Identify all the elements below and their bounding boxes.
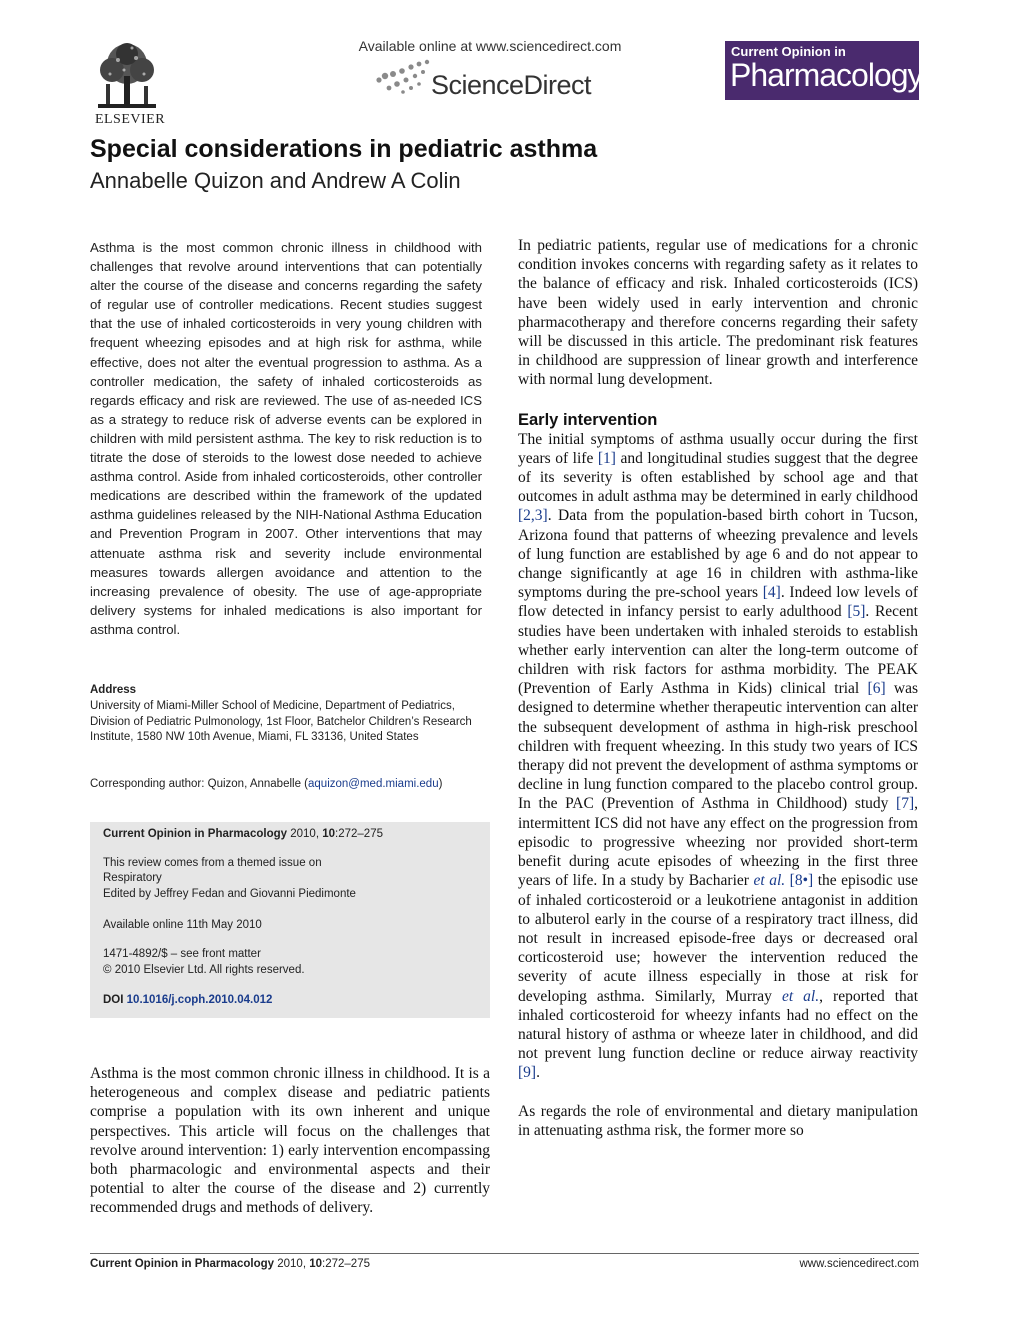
et-al-text: et al. [781,987,820,1005]
text-run: The initial symptoms of asthma usually occur during the first years of life [518,430,918,467]
article-authors: Annabelle Quizon and Andrew A Colin [90,168,461,193]
text-run: , reported that inhaled corticosteroid for wheezy infants had no effect on the natural history of asthma or wheeze later in childhood, and did not prevent lung function decline or reduce airway reactivity [518,987,918,1063]
info-year: 2010, [290,828,320,840]
footer-pages: :272–275 [322,1258,370,1270]
text-run: the episodic use of inhaled corticosteroid or a leukotriene antagonist in addition to albuterol early in the course of a respiratory tract illness, did not result in increased episode-free days or decreased oral corticosteroid use; however the intervention reduced the severity of acute illness especially in those at risk for developing asthma. Similarly, Murray [518,872,919,1005]
info-journal: Current Opinion in Pharmacology [103,828,288,840]
elsevier-logo [90,40,170,128]
text-run: , intermittent ICS did not have any effect on the progression from episodic to progressive wheezing nor provided short-term benefit during acute episodes of wheezing in the first three years of life. In a study by Bacharier [518,795,918,890]
text-run: . Recent studies have been undertaken with inhaled steroids to establish whether early intervention can alter the long-term outcome of children with risk factors for asthma morbidity. The PEAK (Prevention of Early Asthma in Kids) clinical trial [518,603,918,698]
reference-link[interactable]: [8•] [789,872,814,890]
journal-badge [725,41,923,100]
info-issn: 1471-4892/$ – see front matter [103,948,261,960]
text-run: . Data from the population-based birth cohort in Tucson, Arizona found that patterns of wheezing prevalence and levels of lung function are established by age 6 and do not appear to change significantly at age 16 in children with asthma-like symptoms during the pre-school years [518,507,918,602]
text-run: and longitudinal studies suggest that the degree of its severity is often established by school age and that outcomes in adult asthma may be determined in early childhood [518,449,918,506]
early-intervention-paragraph [518,430,918,1083]
footer-rule [90,1253,919,1254]
info-themed-issue: This review comes from a themed issue on [103,857,322,869]
text-run: was designed to determine whether therapeutic intervention can alter the subsequent development of asthma in high-risk preschool children with frequent wheezing. In this study two years of ICS therapy did not prevent the development of asthma symptoms or decline in lung function compared to the placebo control group. In the PAC (Prevention of Asthma in Childhood) study [518,680,919,813]
corresponding-suffix: ) [438,778,443,790]
available-online-text: Available online at www.sciencedirect.com [358,38,622,54]
journal-badge-name: Pharmacology [730,57,923,93]
doi-link[interactable]: 10.1016/j.coph.2010.04.012 [126,994,273,1006]
reference-link[interactable]: [4] [762,584,781,602]
doi-label: DOI [103,994,124,1006]
address-text: University of Miami-Miller School of Medicine, Department of Pediatrics, Division of Pediatric Pulmonology, 1st Floor, Batchelor Children’s Research Institute, 1580 NW 10th Avenue, Miami, FL 33136, United States [90,700,472,743]
sciencedirect-wordmark: ScienceDirect [431,70,592,100]
copyright-icon: © [103,964,112,976]
right-intro-paragraph: In pediatric patients, regular use of medications for a chronic condition invokes concerns with regarding safety as it relates to the balance of efficacy and risk. Inhaled corticosteroids (ICS) have been widely used in early intervention and chronic pharmacotherapy and therefore concerns regarding their safety will be discussed in this article. The predominant risk features in childhood are suppression of linear growth and interference with normal lung development. [518,237,918,389]
text-run: . [536,1064,540,1082]
right-column [518,236,918,1140]
corresponding-prefix: Corresponding author: Quizon, Annabelle ( [90,778,309,790]
section-heading-early-intervention: Early intervention [518,410,658,429]
info-doi [103,994,272,1006]
info-editors: Edited by Jeffrey Fedan and Giovanni Piedimonte [103,888,356,900]
et-al-text: et al. [753,872,786,890]
address-heading: Address [90,684,137,696]
info-pages: :272–275 [335,828,383,840]
reference-link[interactable]: [6] [867,680,886,698]
info-available-online: Available online 11th May 2010 [103,919,262,931]
footer-journal: Current Opinion in Pharmacology [90,1258,275,1270]
footer-volume: 10 [309,1258,323,1270]
info-copyright [103,964,305,976]
info-citation [103,828,383,840]
reference-link[interactable]: [7] [896,795,915,813]
article-title: Special considerations in pediatric asthma [90,135,598,163]
text-run: . Indeed low levels of flow detected in infancy persist to early adulthood [518,584,918,621]
journal-badge-top: Current Opinion in [731,44,846,59]
sciencedirect-logo[interactable] [375,58,615,104]
footer-year: 2010, [277,1258,307,1270]
footer-citation [90,1258,370,1270]
article-info-box [90,822,490,1018]
intro-paragraph: Asthma is the most common chronic illness in childhood. It is a heterogeneous and complex disease and pediatric patients comprise a population with its own inherent and unique perspectives. This article will focus on the challenges that revolve around intervention: 1) early intervention encompassing both pharmacologic and environmental aspects and their potential to alter the course of the disease and 2) currently recommended drugs and methods of delivery. [90,1065,490,1217]
reference-link[interactable]: [1] [597,449,616,467]
reference-link[interactable]: [2,3] [518,507,548,525]
elsevier-tree-icon [92,40,162,112]
footer-url-link[interactable]: www.sciencedirect.com [799,1258,919,1270]
reference-link[interactable]: [5] [847,603,866,621]
info-volume: 10 [322,828,336,840]
dietary-paragraph: As regards the role of environmental and dietary manipulation in attenuating asthma risk, the former more so [518,1102,918,1139]
corresponding-author [90,778,490,790]
abstract: Asthma is the most common chronic illness in childhood with challenges that revolve around interventions that can potentially alter the course of the disease and concerns regarding the safety of regular use of controller medications. Recent studies suggest that the use of inhaled corticosteroids in very young children with frequent wheezing episodes and at high risk for asthma, while effective, does not alter the eventual progression to asthma. As a controller medication, the safety of inhaled corticosteroids as regards efficacy and risk are reviewed. The use of as-needed ICS as a strategy to reduce risk of adverse events can be explored in children with mild persistent asthma. The key to risk reduction is to titrate the dose of steroids to the lowest dose needed to achieve asthma control. Aside from inhaled corticosteroids, other controller medications are described within the framework of the updated asthma guidelines released by the NIH-National Asthma Education and Prevention Program in 2007. Other interventions that may attenuate asthma risk and severity include environmental measures towards allergen avoidance and attention to the increasing prevalence of obesity. The use of age-appropriate delivery systems for inhaled medications is also important for asthma control. [90,240,482,637]
publisher-name: ELSEVIER [94,112,166,127]
copyright-text: 2010 Elsevier Ltd. All rights reserved. [114,964,305,976]
info-themed-topic: Respiratory [103,872,162,884]
reference-link[interactable]: [9] [518,1064,537,1082]
corresponding-email-link[interactable]: aquizon@med.miami.edu [308,778,439,790]
sciencedirect-dots-icon [375,58,435,98]
